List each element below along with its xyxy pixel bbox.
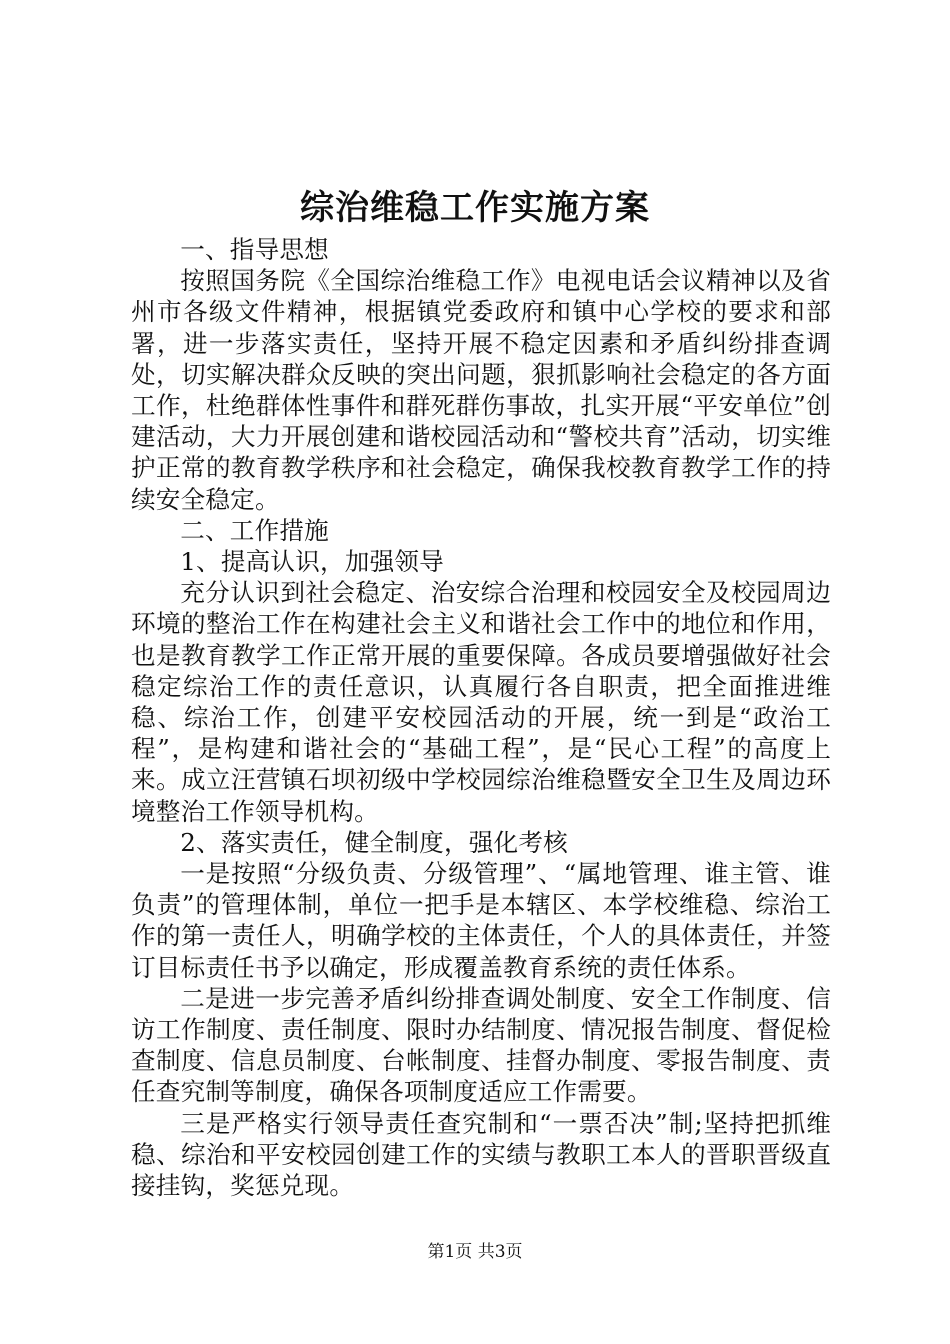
subsection-heading: 1、提高认识，加强领导 [180, 547, 444, 577]
body-paragraph: 充分认识到社会稳定、治安综合治理和校园安全及校园周边环境的整治工作在构建社会主义和谐社会工作中的地位和作用，也是教育教学工作正常开展的重要保障。各成员要增强做好社会稳定综治工作的责任意识，认真履行各自职责，把全面推进维稳、综治工作，创建平安校园活动的开展，统一到是“政治工程”，是构建和谐社会的“基础工程”，是“民心工程”的高度上来。成立汪营镇石坝初级中学校园综治维稳暨安全卫生及周边环境整治工作领导机构。 [131, 578, 831, 826]
body-paragraph: 按照国务院《全国综治维稳工作》电视电话会议精神以及省州市各级文件精神，根据镇党委政府和镇中心学校的要求和部署，进一步落实责任，坚持开展不稳定因素和矛盾纠纷排查调处，切实解决群众反映的突出问题，狠抓影响社会稳定的各方面工作，杜绝群体性事件和群死群伤事故，扎实开展“平安单位”创建活动，大力开展创建和谐校园活动和“警校共育”活动，切实维护正常的教育教学秩序和社会稳定，确保我校教育教学工作的持续安全稳定。 [131, 266, 831, 514]
body-paragraph: 二是进一步完善矛盾纠纷排查调处制度、安全工作制度、信访工作制度、责任制度、限时办结制度、情况报告制度、督促检查制度、信息员制度、台帐制度、挂督办制度、零报告制度、责任查究制等制度，确保各项制度适应工作需要。 [131, 983, 831, 1107]
page-number-footer: 第1页 共3页 [427, 1242, 523, 1262]
subsection-heading: 2、落实责任，健全制度，强化考核 [180, 827, 568, 857]
body-paragraph: 一是按照“分级负责、分级管理”、“属地管理、谁主管、谁负责”的管理体制，单位一把手是本辖区、本学校维稳、综治工作的第一责任人，明确学校的主体责任，个人的具体责任，并签订目标责任书予以确定，形成覆盖教育系统的责任体系。 [131, 859, 831, 982]
section-heading: 一、指导思想 [180, 235, 329, 264]
document-title: 综治维稳工作实施方案 [300, 188, 650, 228]
section-heading: 二、工作措施 [180, 515, 329, 545]
body-paragraph: 三是严格实行领导责任查究制和“一票否决”制;坚持把抓维稳、综治和平安校园创建工作的实绩与教职工本人的晋职晋级直接挂钩，奖惩兑现。 [131, 1108, 831, 1201]
document-body [131, 234, 831, 1201]
